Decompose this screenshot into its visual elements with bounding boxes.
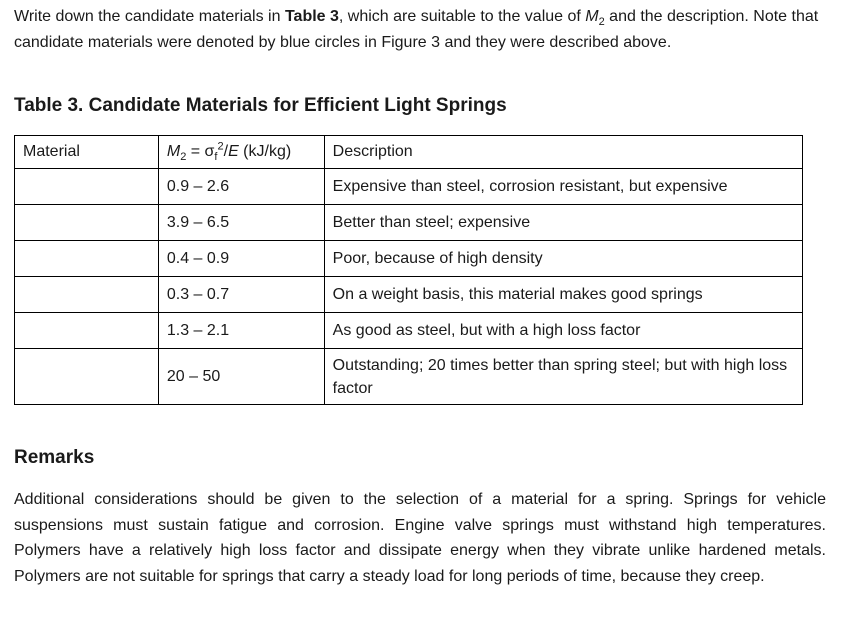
material-cell[interactable]: [15, 313, 159, 349]
header-m2-div: /: [223, 143, 229, 160]
table-row: [15, 241, 803, 277]
description-cell: On a weight basis, this material makes good springs: [324, 277, 802, 313]
header-m2-sup: 2: [217, 140, 224, 153]
candidate-materials-table: [14, 135, 803, 405]
m2-cell: 0.9 – 2.6: [158, 169, 324, 205]
m2-cell: 3.9 – 6.5: [158, 205, 324, 241]
remarks-paragraph: Additional considerations should be given to the selection of a material for a spring. Springs for vehicle suspensions must sustain fatigue and corrosion. Engine valve springs must withstand high temperatures. Polymers have a relatively high loss factor and dissipate energy when they vibrate unlike hardened metals. Polymers are not suitable for springs that carry a steady load for long periods of time, because they creep.: [14, 491, 826, 585]
m2-cell: 1.3 – 2.1: [158, 313, 324, 349]
table-row: [15, 313, 803, 349]
description-cell: Expensive than steel, corrosion resistant, but expensive: [324, 169, 802, 205]
table-row: [15, 277, 803, 313]
table-row: [15, 349, 803, 405]
material-cell[interactable]: [15, 205, 159, 241]
header-m2-unit: (kJ/kg): [238, 143, 292, 160]
header-m2-sub2: f: [214, 151, 218, 164]
intro-table-ref: Table 3: [284, 8, 339, 25]
material-cell[interactable]: [15, 169, 159, 205]
remarks-title: Remarks: [14, 447, 95, 468]
header-description: Description: [324, 136, 802, 169]
header-m2: [158, 136, 324, 169]
material-cell[interactable]: [15, 277, 159, 313]
intro-text-2: , which are suitable to the value of: [338, 8, 586, 25]
intro-var-m: M: [585, 8, 599, 25]
description-cell: Outstanding; 20 times better than spring steel; but with high loss factor: [324, 349, 802, 405]
header-m2-e: E: [228, 143, 239, 160]
intro-text-1: Write down the candidate materials in: [14, 8, 285, 25]
table-row: [15, 169, 803, 205]
description-cell: As good as steel, but with a high loss factor: [324, 313, 802, 349]
material-cell[interactable]: [15, 349, 159, 405]
material-cell[interactable]: [15, 241, 159, 277]
table-title: Table 3. Candidate Materials for Efficient Light Springs: [14, 95, 507, 116]
description-cell: Better than steel; expensive: [324, 205, 802, 241]
header-material: Material: [15, 136, 159, 169]
header-m2-eq: = σ: [186, 143, 215, 160]
header-m2-sub: 2: [180, 151, 187, 164]
description-cell: Poor, because of high density: [324, 241, 802, 277]
header-m2-var: M: [166, 143, 181, 160]
intro-paragraph: [14, 4, 834, 55]
intro-text-3: and the description. Note that candidate materials were denoted by blue circles in Figure 3 and they were described above.: [14, 8, 819, 51]
intro-var-sub: 2: [598, 16, 605, 29]
table-row: [15, 205, 803, 241]
m2-cell: 0.4 – 0.9: [158, 241, 324, 277]
table-header-row: [15, 136, 803, 169]
m2-cell: 0.3 – 0.7: [158, 277, 324, 313]
m2-cell: 20 – 50: [158, 349, 324, 405]
